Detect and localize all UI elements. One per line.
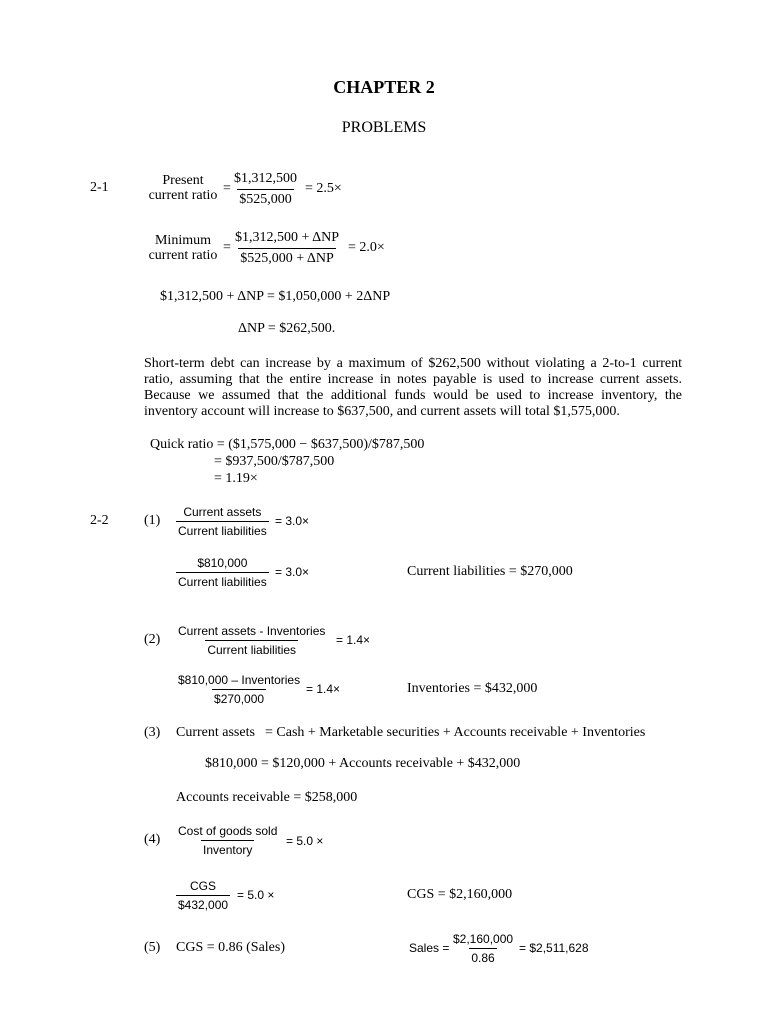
quick-ratio-line-1: Quick ratio = ($1,575,000 − $637,500)/$787,500 bbox=[150, 437, 425, 452]
present-ratio-result: = 2.5× bbox=[305, 181, 342, 196]
fraction-denominator: 0.86 bbox=[469, 948, 496, 964]
equals-sign: = bbox=[223, 181, 231, 196]
fraction-denominator: Current liabilities bbox=[176, 572, 269, 588]
minimum-current-ratio-label: Minimum current ratio bbox=[148, 233, 218, 263]
current-assets-label: Current assets bbox=[176, 725, 255, 740]
fraction-denominator: Current liabilities bbox=[205, 640, 298, 656]
notes-payable-solution: ΔNP = $262,500. bbox=[238, 321, 336, 336]
minimum-ratio-fraction bbox=[233, 231, 341, 266]
fraction-numerator: Current assets bbox=[183, 505, 262, 519]
formula-result: = 3.0× bbox=[275, 514, 310, 528]
formula-result: = 5.0 × bbox=[286, 834, 324, 848]
current-ratio-substituted bbox=[176, 557, 269, 588]
fraction-numerator: $1,312,500 + ΔNP bbox=[235, 230, 340, 245]
quick-ratio-substituted bbox=[176, 674, 302, 705]
part-label-2: (2) bbox=[144, 632, 161, 647]
problem-number-2-1: 2-1 bbox=[90, 180, 109, 195]
explanation-paragraph: Short-term debt can increase by a maximum of $262,500 without violating a 2-to-1 current ratio, assuming that the entire increase in notes payable is used to increase current assets. Because we assumed that the additional funds would be used to increase inventory, the inventory account will increase to $637,500, and current assets will total $1,575,000. bbox=[144, 356, 682, 419]
section-title: PROBLEMS bbox=[341, 119, 427, 136]
sales-fraction bbox=[451, 933, 515, 964]
fraction-numerator: $1,312,500 bbox=[234, 171, 297, 186]
inventory-turnover-substituted bbox=[176, 880, 230, 911]
cgs-sales-relation: CGS = 0.86 (Sales) bbox=[176, 940, 286, 955]
accounts-receivable-answer: Accounts receivable = $258,000 bbox=[176, 790, 358, 805]
part-label-3: (3) bbox=[144, 725, 161, 740]
fraction-numerator: $2,160,000 bbox=[453, 932, 514, 946]
present-current-ratio-label: Present current ratio bbox=[148, 173, 218, 203]
sales-label: Sales = bbox=[409, 941, 450, 955]
fraction-denominator: $432,000 bbox=[176, 895, 230, 911]
fraction-denominator: $525,000 bbox=[237, 189, 294, 207]
minimum-ratio-result: = 2.0× bbox=[348, 240, 385, 255]
fraction-denominator: $270,000 bbox=[212, 689, 266, 705]
fraction-numerator: CGS bbox=[190, 879, 217, 893]
fraction-numerator: $810,000 bbox=[197, 556, 248, 570]
inventory-turnover-formula bbox=[176, 825, 279, 856]
fraction-numerator: Current assets - Inventories bbox=[178, 624, 326, 638]
quick-ratio-line-2: = $937,500/$787,500 bbox=[214, 454, 335, 469]
part-label-1: (1) bbox=[144, 513, 161, 528]
problem-number-2-2: 2-2 bbox=[90, 513, 109, 528]
current-liabilities-answer: Current liabilities = $270,000 bbox=[407, 564, 573, 579]
part-label-4: (4) bbox=[144, 832, 161, 847]
fraction-denominator: $525,000 + ΔNP bbox=[238, 248, 336, 266]
current-assets-substituted: $810,000 = $120,000 + Accounts receivable + $432,000 bbox=[205, 756, 521, 771]
inventories-answer: Inventories = $432,000 bbox=[407, 681, 538, 696]
formula-result: = 3.0× bbox=[275, 565, 310, 579]
fraction-numerator: Cost of goods sold bbox=[178, 824, 278, 838]
cgs-answer: CGS = $2,160,000 bbox=[407, 887, 513, 902]
formula-result: = 5.0 × bbox=[237, 888, 275, 902]
current-ratio-formula bbox=[176, 506, 269, 537]
fraction-numerator: $810,000 – Inventories bbox=[178, 673, 301, 687]
current-assets-definition: = Cash + Marketable securities + Accounts receivable + Inventories bbox=[265, 725, 646, 740]
equals-sign: = bbox=[223, 240, 231, 255]
fraction-denominator: Inventory bbox=[201, 840, 254, 856]
notes-payable-equation: $1,312,500 + ΔNP = $1,050,000 + 2ΔNP bbox=[160, 289, 391, 304]
present-ratio-fraction bbox=[232, 172, 299, 207]
formula-result: = 1.4× bbox=[336, 633, 371, 647]
sales-answer: = $2,511,628 bbox=[519, 941, 589, 955]
formula-result: = 1.4× bbox=[306, 682, 341, 696]
part-label-5: (5) bbox=[144, 940, 161, 955]
quick-ratio-formula bbox=[176, 625, 327, 656]
chapter-title: CHAPTER 2 bbox=[333, 77, 435, 97]
quick-ratio-line-3: = 1.19× bbox=[214, 471, 258, 486]
fraction-denominator: Current liabilities bbox=[176, 521, 269, 537]
